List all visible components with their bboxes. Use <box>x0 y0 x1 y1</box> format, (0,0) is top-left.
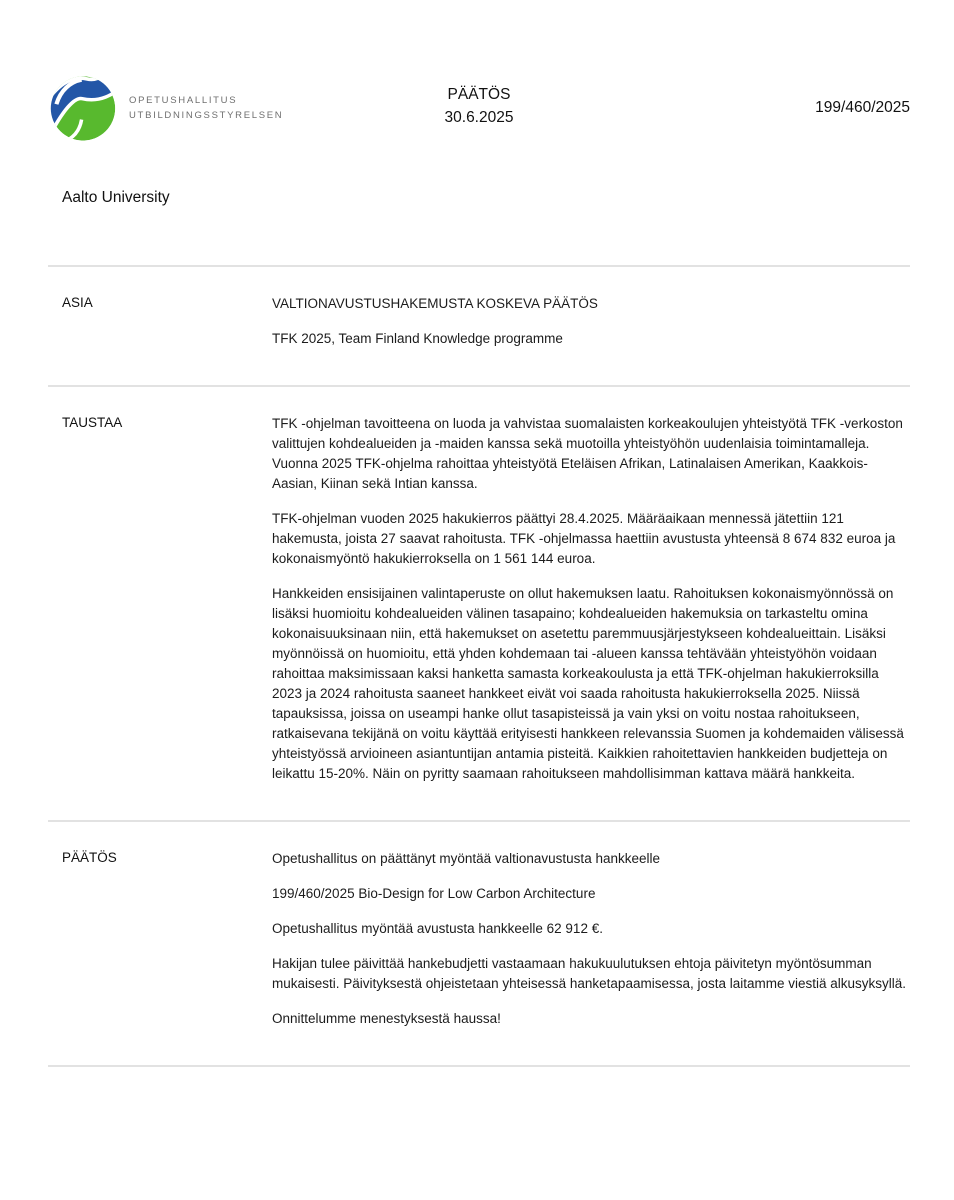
paragraph: Onnittelumme menestyksestä haussa! <box>272 1011 501 1026</box>
paragraph: TFK -ohjelman tavoitteena on luoda ja vahvistaa suomalaisten korkeakoulujen yhteistyötä TFK -verkoston valittujen kohdealueiden ja -maiden kanssa sekä muotoilla yhteistyöhön uudenlaisia toimintamalleja. Vuonna 2025 TFK-ohjelma rahoittaa yhteistyötä Eteläisen Afrikan, Latinalaisen Amerikan, Kaakkois-Aasian, Kiinan sekä Intian kanssa. <box>272 416 903 491</box>
recipient-name: Aalto University <box>62 189 170 206</box>
section-paatos <box>48 822 910 1065</box>
section-asia <box>48 267 910 385</box>
divider <box>48 1065 910 1067</box>
section-taustaa <box>48 387 910 820</box>
paragraph: VALTIONAVUSTUSHAKEMUSTA KOSKEVA PÄÄTÖS <box>272 296 598 311</box>
paragraph: Opetushallitus on päättänyt myöntää valtionavustusta hankkeelle <box>272 851 660 866</box>
paragraph: TFK 2025, Team Finland Knowledge programme <box>272 331 563 346</box>
section-label: PÄÄTÖS <box>62 850 117 865</box>
diary-number: 199/460/2025 <box>815 99 910 116</box>
agency-name-swedish: UTBILDNINGSSTYRELSEN <box>129 110 284 121</box>
paragraph: Hakijan tulee päivittää hankebudjetti vastaamaan hakukuulutuksen ehtoja päivitetyn myöntösumman mukaisesti. Päivityksestä ohjeistetaan yhteisessä hanketapaamisessa, josta laitamme viestiä alkusyksyllä. <box>272 956 907 991</box>
paragraph: TFK-ohjelman vuoden 2025 hakukierros päättyi 28.4.2025. Määräaikaan mennessä jätettiin 121 hakemusta, joista 27 saavat rahoitusta. TFK -ohjelmassa haettiin avustusta yhteensä 8 674 832 euroa ja kokonaismyöntö hakukierroksella on 1 561 144 euroa. <box>272 511 896 566</box>
agency-logo <box>48 72 445 142</box>
section-label: TAUSTAA <box>62 415 123 430</box>
paragraph: 199/460/2025 Bio-Design for Low Carbon Architecture <box>272 886 596 901</box>
paragraph: Opetushallitus myöntää avustusta hankkeelle 62 912 €. <box>272 921 603 936</box>
document-date: 30.6.2025 <box>444 109 514 126</box>
paragraph: Hankkeiden ensisijainen valintaperuste on ollut hakemuksen laatu. Rahoituksen kokonaismyönnössä on lisäksi huomioitu kohdealueiden välinen tasapaino; kohdealueiden hakemuksia on tarkasteltu omina kokonaisuuksinaan niin, että hakemukset on asetettu paremmuusjärjestykseen kohdealueittain. Lisäksi myönnöissä on huomioitu, että yhden kohdemaan tai -alueen kanssa tehtävään yhteistyöhön voidaan rahoittaa maksimissaan kaksi hanketta samasta korkeakoulusta ja että TFK-ohjelman hakukierroksilla 2023 ja 2024 rahoitusta saaneet hankkeet eivät voi saada rahoitusta hakukierroksella 2025. Niissä tapauksissa, joissa on useampi hanke ollut tasapisteissä ja vain yksi on voitu nostaa rahoitukseen, ratkaisevana tekijänä on voitu käyttää erityisesti hankkeen relevanssia Suomen ja kohdemaiden välisessä yhteistyössä arvioineen asiantuntijan antamia pisteitä. Kaikkien rahoitettavien hankkeiden budjetteja on leikattu 15-20%. Näin on pyritty saamaan rahoitukseen mahdollisimman kattava määrä hankkeita. <box>272 586 904 781</box>
section-label: ASIA <box>62 295 93 310</box>
document-type-title: PÄÄTÖS <box>447 86 511 103</box>
document-header <box>48 72 910 142</box>
section-content <box>272 849 910 1029</box>
oph-globe-logo-icon <box>48 72 118 142</box>
document-meta <box>445 72 514 129</box>
agency-name-finnish: OPETUSHALLITUS <box>129 95 238 106</box>
section-content <box>272 414 910 784</box>
agency-wordmark <box>129 91 283 123</box>
section-content <box>272 294 910 349</box>
